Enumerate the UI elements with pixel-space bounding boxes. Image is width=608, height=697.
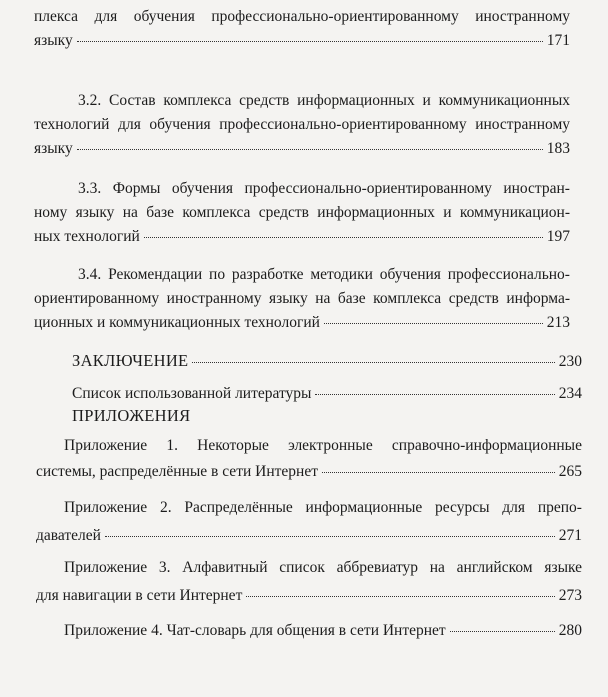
toc-entry-text: ционных и коммуникационных технологий xyxy=(34,314,320,331)
dot-leader xyxy=(322,472,555,473)
toc-entry-text: ориентированному иностранному языку на базе комплекса средств информа- xyxy=(34,290,571,307)
toc-heading: ЗАКЛЮЧЕНИЕ xyxy=(72,351,189,370)
toc-entry xyxy=(34,6,570,52)
toc-page-number: 234 xyxy=(558,385,582,402)
toc-page-number: 271 xyxy=(558,527,582,544)
toc-entry-leader-line xyxy=(36,461,582,483)
toc-entry-leader-line xyxy=(64,620,582,642)
dot-leader xyxy=(77,149,543,150)
toc-entry-leader-line xyxy=(36,525,582,547)
toc-entry-text: 3.2. Состав комплекса средств информационных и коммуникационных xyxy=(78,92,571,109)
toc-entry-leader-line xyxy=(36,585,582,607)
toc-entry-text: Приложение 2. Распределённые информационные ресурсы для препо- xyxy=(64,499,582,516)
toc-entry-text: ному языку на базе комплекса средств информационных и коммуникацион- xyxy=(34,204,570,221)
toc-entry-text: для навигации в сети Интернет xyxy=(36,587,243,604)
toc-page-number: 265 xyxy=(558,463,582,480)
toc-entry-leader-line xyxy=(72,350,582,373)
toc-entry-text: ных технологий xyxy=(34,228,140,245)
toc-entry-text: Приложение 1. Некоторые электронные справочно-информационные xyxy=(64,437,582,454)
toc-entry xyxy=(72,405,582,427)
toc-entry xyxy=(72,350,582,373)
toc-page-number: 230 xyxy=(558,353,582,370)
toc-page-number: 280 xyxy=(558,622,582,639)
toc-entry-leader-line xyxy=(72,383,582,405)
toc-entry-text: технологий для обучения профессионально-ориентированному иностранному xyxy=(34,116,570,133)
toc-entry xyxy=(34,264,570,334)
toc-entry-leader-line xyxy=(34,312,570,334)
toc-entry-text: плекса для обучения профессионально-ориентированному иностранному xyxy=(34,8,571,25)
toc-entry-leader-line xyxy=(34,30,570,52)
toc-entry-text: давателей xyxy=(36,527,101,544)
toc-entry-text: Приложение 3. Алфавитный список аббревиатур на английском языке xyxy=(64,559,583,576)
dot-leader xyxy=(450,631,555,632)
toc-entry xyxy=(34,90,570,160)
toc-entry-text: 3.4. Рекомендации по разработке методики обучения профессионально- xyxy=(78,266,570,283)
dot-leader xyxy=(315,394,554,395)
toc-entry-text: языку xyxy=(34,32,73,49)
dot-leader xyxy=(77,41,543,42)
toc-entry xyxy=(34,178,570,248)
toc-page-number: 273 xyxy=(558,587,582,604)
toc-heading: ПРИЛОЖЕНИЯ xyxy=(72,406,191,425)
toc-entry-text: Список использованной литературы xyxy=(72,385,312,402)
toc-entry-text: Приложение 4. Чат-словарь для общения в сети Интернет xyxy=(64,622,446,639)
toc-entry xyxy=(64,620,582,642)
dot-leader xyxy=(192,362,554,363)
toc-entry-text: 3.3. Формы обучения профессионально-ориентированному иностран- xyxy=(78,180,570,197)
dot-leader xyxy=(105,536,555,537)
toc-entry-text: системы, распределённые в сети Интернет xyxy=(36,463,318,480)
toc-page-number: 197 xyxy=(546,228,570,245)
toc-entry-leader-line xyxy=(34,226,570,248)
toc-page-number: 171 xyxy=(546,32,570,49)
dot-leader xyxy=(246,596,554,597)
toc-entry xyxy=(36,557,582,607)
toc-entry-text: языку xyxy=(34,140,73,157)
toc-entry xyxy=(36,497,582,547)
dot-leader xyxy=(144,237,543,238)
toc-entry xyxy=(72,383,582,405)
toc-page-number: 183 xyxy=(546,140,570,157)
dot-leader xyxy=(324,323,543,324)
toc-entry-leader-line xyxy=(34,138,570,160)
toc-entry xyxy=(36,435,582,483)
toc-page-number: 213 xyxy=(546,314,570,331)
